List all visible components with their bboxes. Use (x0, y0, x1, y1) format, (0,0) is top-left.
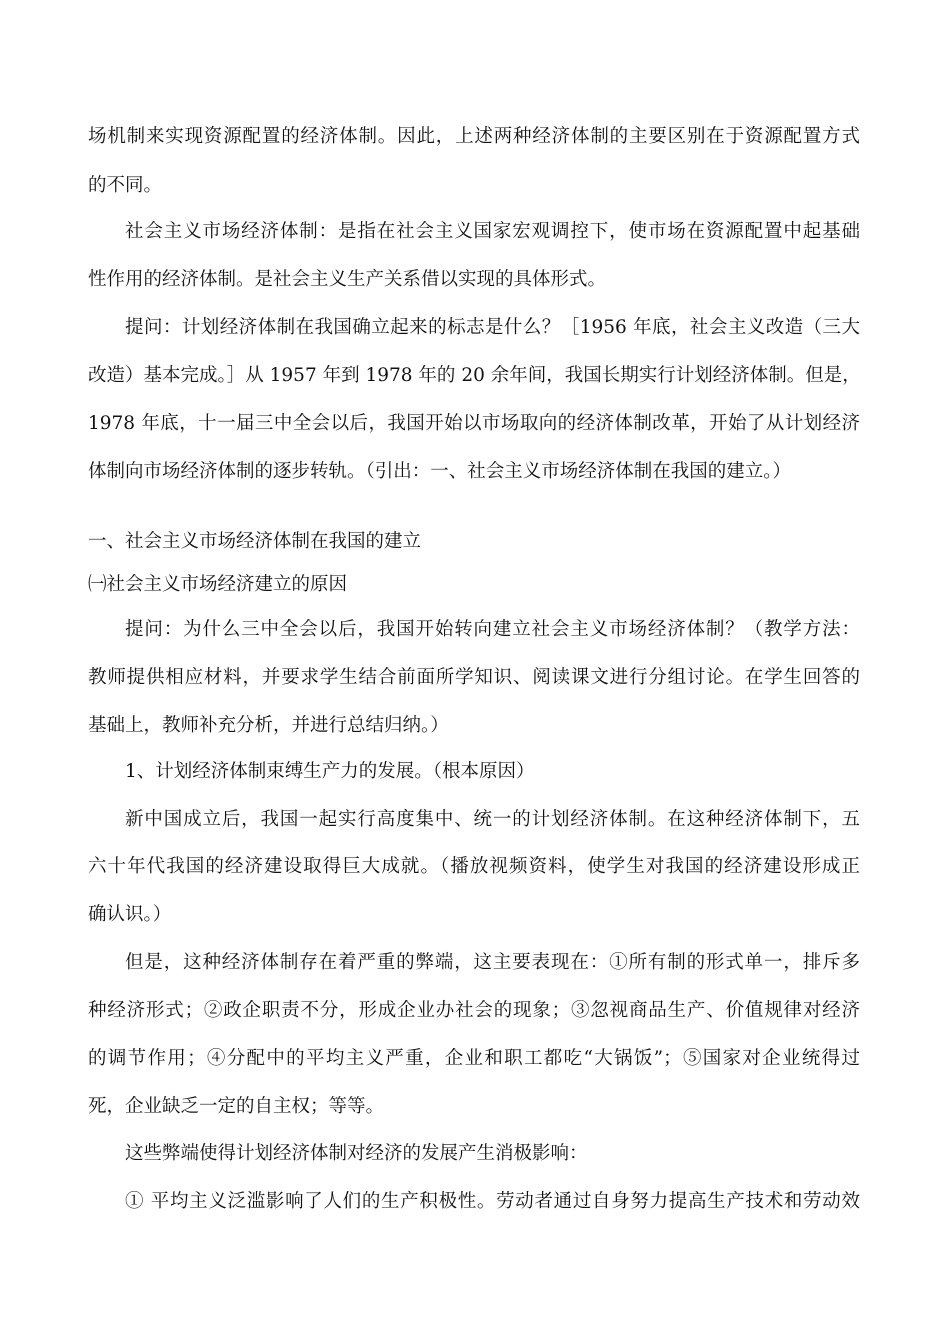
paragraph-line-21: 死，企业缺乏一定的自主权；等等。 (88, 1096, 385, 1117)
paragraph-line-2: 的不同。 (88, 175, 163, 196)
paragraph-line-19: 种经济形式；②政企职责不分，形成企业办社会的现象；③忽视商品生产、价值规律对经济 (88, 1000, 860, 1021)
paragraph-line-3: 社会主义市场经济体制：是指在社会主义国家宏观调控下，使市场在资源配置中起基础 (125, 221, 860, 242)
paragraph-line-16: 六十年代我国的经济建设取得巨大成就。（播放视频资料，使学生对我国的经济建设形成正 (88, 856, 860, 877)
paragraph-line-7: 1978 年底，十一届三中全会以后，我国开始以市场取向的经济体制改革，开始了从计划经济 (88, 413, 860, 434)
paragraph-line-11: 提问：为什么三中全会以后，我国开始转向建立社会主义市场经济体制？（教学方法： (125, 619, 860, 640)
paragraph-line-22: 这些弊端使得计划经济体制对经济的发展产生消极影响： (125, 1143, 588, 1164)
section-heading: 一、社会主义市场经济体制在我国的建立 (88, 531, 422, 552)
paragraph-line-5: 提问：计划经济体制在我国确立起来的标志是什么？［1956 年底，社会主义改造（三大 (125, 317, 860, 338)
paragraph-line-17: 确认识。） (88, 904, 172, 925)
subsection-heading: ㈠社会主义市场经济建立的原因 (88, 574, 348, 595)
paragraph-line-15: 新中国成立后，我国一起实行高度集中、统一的计划经济体制。在这种经济体制下，五 (125, 809, 860, 830)
paragraph-line-8: 体制向市场经济体制的逐步转轨。（引出：一、社会主义市场经济体制在我国的建立。） (88, 461, 792, 482)
point-heading: 1、计划经济体制束缚生产力的发展。（根本原因） (125, 761, 535, 782)
paragraph-line-4: 性作用的经济体制。是社会主义生产关系借以实现的具体形式。 (88, 269, 607, 290)
paragraph-line-12: 教师提供相应材料，并要求学生结合前面所学知识、阅读课文进行分组讨论。在学生回答的 (88, 667, 860, 688)
paragraph-line-23: ① 平均主义泛滥影响了人们的生产积极性。劳动者通过自身努力提高生产技术和劳动效 (125, 1191, 860, 1212)
paragraph-line-18: 但是，这种经济体制存在着严重的弊端，这主要表现在：①所有制的形式单一，排斥多 (125, 952, 860, 973)
paragraph-line-13: 基础上，教师补充分析，并进行总结归纳。） (88, 715, 449, 736)
paragraph-line-1: 场机制来实现资源配置的经济体制。因此，上述两种经济体制的主要区别在于资源配置方式 (88, 126, 860, 147)
paragraph-line-6: 改造）基本完成。］从 1957 年到 1978 年的 20 余年间，我国长期实行计划经济体制。但是， (88, 365, 861, 386)
paragraph-line-20: 的调节作用；④分配中的平均主义严重，企业和职工都吃“大锅饭”；⑤国家对企业统得过 (88, 1048, 860, 1069)
